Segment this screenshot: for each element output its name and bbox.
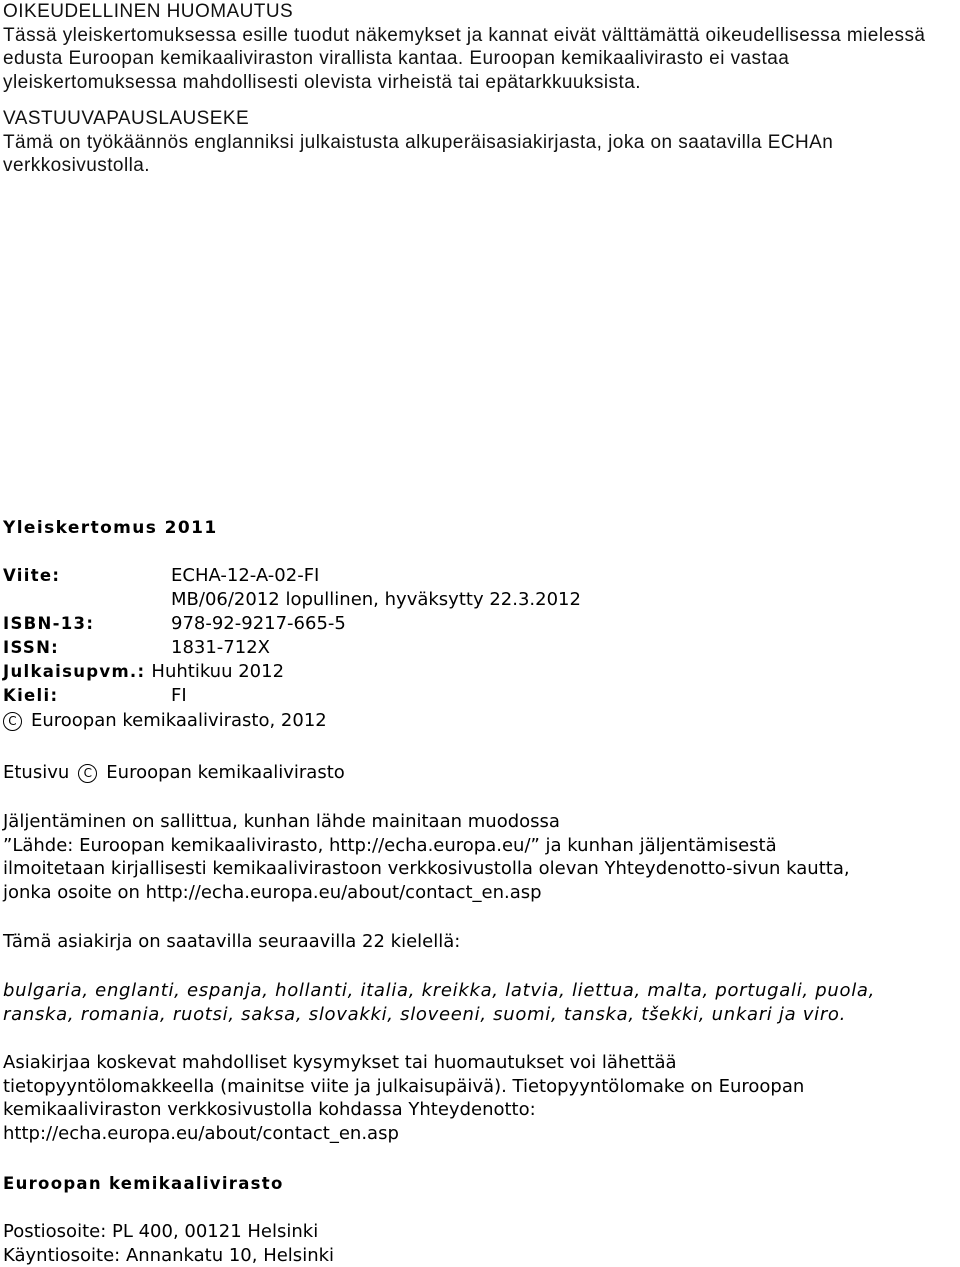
questions-line-1: Asiakirjaa koskevat mahdolliset kysymykset tai huomautukset voi lähettää [3, 1052, 677, 1073]
disclaimer-text: Tämä on työkäännös englanniksi julkaistusta alkuperäisasiakirjasta, joka on saatavilla ECHAn verkkosivustolla. [3, 131, 834, 176]
questions-section [3, 1051, 957, 1145]
languages-list [3, 979, 957, 1026]
visiting-address: Käyntiosoite: Annankatu 10, Helsinki [3, 1244, 335, 1266]
agency-address [3, 1220, 957, 1267]
reproduction-section [3, 810, 957, 904]
reproduction-line-2: ”Lähde: Euroopan kemikaalivirasto, http://echa.europa.eu/” ja kunhan jäljentämisestä [3, 834, 777, 856]
reference-value: ECHA-12-A-02-FI [171, 565, 320, 586]
language-value: FI [171, 685, 187, 706]
pubdate-row [3, 660, 581, 684]
questions-line-2: tietopyyntölomakkeella (mainitse viite ja julkaisupäivä). Tietopyyntölomake on Euroopan [3, 1075, 805, 1097]
languages-line-1: bulgaria, englanti, espanja, hollanti, italia, kreikka, latvia, liettua, malta, portugali, puola, [3, 980, 876, 1001]
reference-row [3, 564, 581, 588]
copyright-icon: C [3, 712, 22, 731]
legal-notice-heading: OIKEUDELLINEN HUOMAUTUS [3, 1, 294, 22]
issn-label: ISSN: [3, 638, 60, 657]
legal-notice-text: Tässä yleiskertomuksessa esille tuodut näkemykset ja kannat eivät välttämättä oikeudellisessa mielessä edusta Euroopan kemikaaliviraston virallista kantaa. Euroopan kemikaalivirasto ei vastaa yleiskertomuksessa mahdollisesti olevista virheistä tai epätarkkuuksista. [3, 24, 926, 93]
report-metadata [3, 564, 581, 734]
cover-credit [3, 760, 957, 786]
questions-line-3: kemikaaliviraston verkkosivustolla kohdassa Yhteydenotto: [3, 1099, 536, 1120]
cover-label: Etusivu [3, 762, 70, 784]
pubdate-label: Julkaisupvm.: [3, 662, 146, 681]
isbn-label: ISBN-13: [3, 614, 95, 633]
availability-text: Tämä asiakirja on saatavilla seuraavilla 22 kielellä: [3, 931, 461, 952]
cover-copyright-icon: C [78, 764, 97, 783]
reproduction-line-4: jonka osoite on http://echa.europa.eu/about/contact_en.asp [3, 881, 542, 903]
languages-line-2: ranska, romania, ruotsi, saksa, slovakki, sloveeni, suomi, tanska, tšekki, unkari ja viro. [3, 1003, 847, 1025]
agency-name: Euroopan kemikaalivirasto [3, 1174, 284, 1193]
copyright-line [3, 708, 581, 734]
postal-address: Postiosoite: PL 400, 00121 Helsinki [3, 1221, 319, 1242]
pubdate-value: Huhtikuu 2012 [151, 661, 285, 682]
report-title: Yleiskertomus 2011 [3, 518, 218, 538]
legal-notice-section [3, 0, 957, 178]
reproduction-line-1: Jäljentäminen on sallittua, kunhan lähde mainitaan muodossa [3, 811, 560, 832]
reproduction-line-3: ilmoitetaan kirjallisesti kemikaalivirastoon verkkosivustolla olevan Yhteydenotto-sivun kautta, [3, 858, 850, 879]
disclaimer-heading: VASTUUVAPAUSLAUSEKE [3, 108, 250, 129]
copyright-text: Euroopan kemikaalivirasto, 2012 [31, 710, 327, 731]
language-label: Kieli: [3, 686, 59, 705]
reference-label: Viite: [3, 566, 61, 585]
agency-section [3, 1172, 957, 1196]
issn-value: 1831-712X [171, 637, 270, 658]
isbn-row [3, 612, 581, 636]
language-row [3, 684, 581, 708]
questions-line-4: http://echa.europa.eu/about/contact_en.asp [3, 1122, 399, 1144]
isbn-value: 978-92-9217-665-5 [171, 613, 346, 634]
reference-row-2 [3, 588, 581, 612]
issn-row [3, 636, 581, 660]
reference-value-2: MB/06/2012 lopullinen, hyväksytty 22.3.2012 [171, 589, 581, 610]
cover-holder: Euroopan kemikaalivirasto [106, 762, 345, 784]
